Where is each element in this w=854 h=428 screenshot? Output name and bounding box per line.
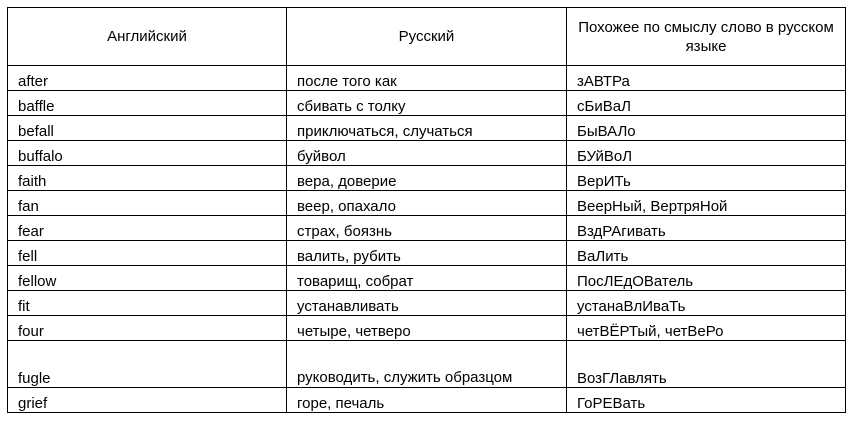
cell-english: baffle [8,91,287,116]
cell-english: fell [8,241,287,266]
table-row [8,388,846,413]
vocabulary-table [7,7,846,413]
cell-similar-word: ГоРЕВать [567,388,846,413]
cell-russian: валить, рубить [287,241,567,266]
table-row [8,91,846,116]
table-row [8,316,846,341]
cell-russian: приключаться, случаться [287,116,567,141]
cell-russian: сбивать с толку [287,91,567,116]
cell-russian: устанавливать [287,291,567,316]
cell-russian: вера, доверие [287,166,567,191]
cell-russian: товарищ, собрат [287,266,567,291]
table-row [8,116,846,141]
table-row [8,291,846,316]
header-similar-word: Похожее по смыслу слово в русском языке [567,8,846,66]
cell-english: fear [8,216,287,241]
cell-similar-word: устанаВлИваТь [567,291,846,316]
table-row [8,191,846,216]
header-english: Английский [8,8,287,66]
cell-english: fugle [8,341,287,388]
cell-english: fan [8,191,287,216]
cell-english: fellow [8,266,287,291]
cell-english: four [8,316,287,341]
cell-english: grief [8,388,287,413]
cell-russian: буйвол [287,141,567,166]
cell-russian: страх, боязнь [287,216,567,241]
cell-russian: после того как [287,66,567,91]
table-row [8,66,846,91]
cell-similar-word: четВЁРТый, четВеРо [567,316,846,341]
table-row [8,141,846,166]
cell-english: befall [8,116,287,141]
table-row [8,241,846,266]
cell-similar-word: БУйВоЛ [567,141,846,166]
cell-similar-word: БыВАЛо [567,116,846,141]
cell-similar-word: ПосЛЕдОВатель [567,266,846,291]
cell-similar-word: зАВТРа [567,66,846,91]
cell-russian: веер, опахало [287,191,567,216]
cell-similar-word: сБиВаЛ [567,91,846,116]
cell-english: faith [8,166,287,191]
cell-russian: руководить, служить образцом [287,341,567,388]
table-header-row [8,8,846,66]
cell-similar-word: ВздРАгивать [567,216,846,241]
header-russian: Русский [287,8,567,66]
cell-english: buffalo [8,141,287,166]
cell-similar-word: ВерИТь [567,166,846,191]
table-row [8,266,846,291]
vocabulary-table-container [7,7,846,413]
table-row [8,166,846,191]
cell-similar-word: ВозГЛавлять [567,341,846,388]
table-row [8,216,846,241]
cell-similar-word: ВеерНый, ВертряНой [567,191,846,216]
cell-similar-word: ВаЛить [567,241,846,266]
table-row [8,341,846,388]
cell-english: after [8,66,287,91]
cell-english: fit [8,291,287,316]
cell-russian: горе, печаль [287,388,567,413]
cell-russian: четыре, четверо [287,316,567,341]
